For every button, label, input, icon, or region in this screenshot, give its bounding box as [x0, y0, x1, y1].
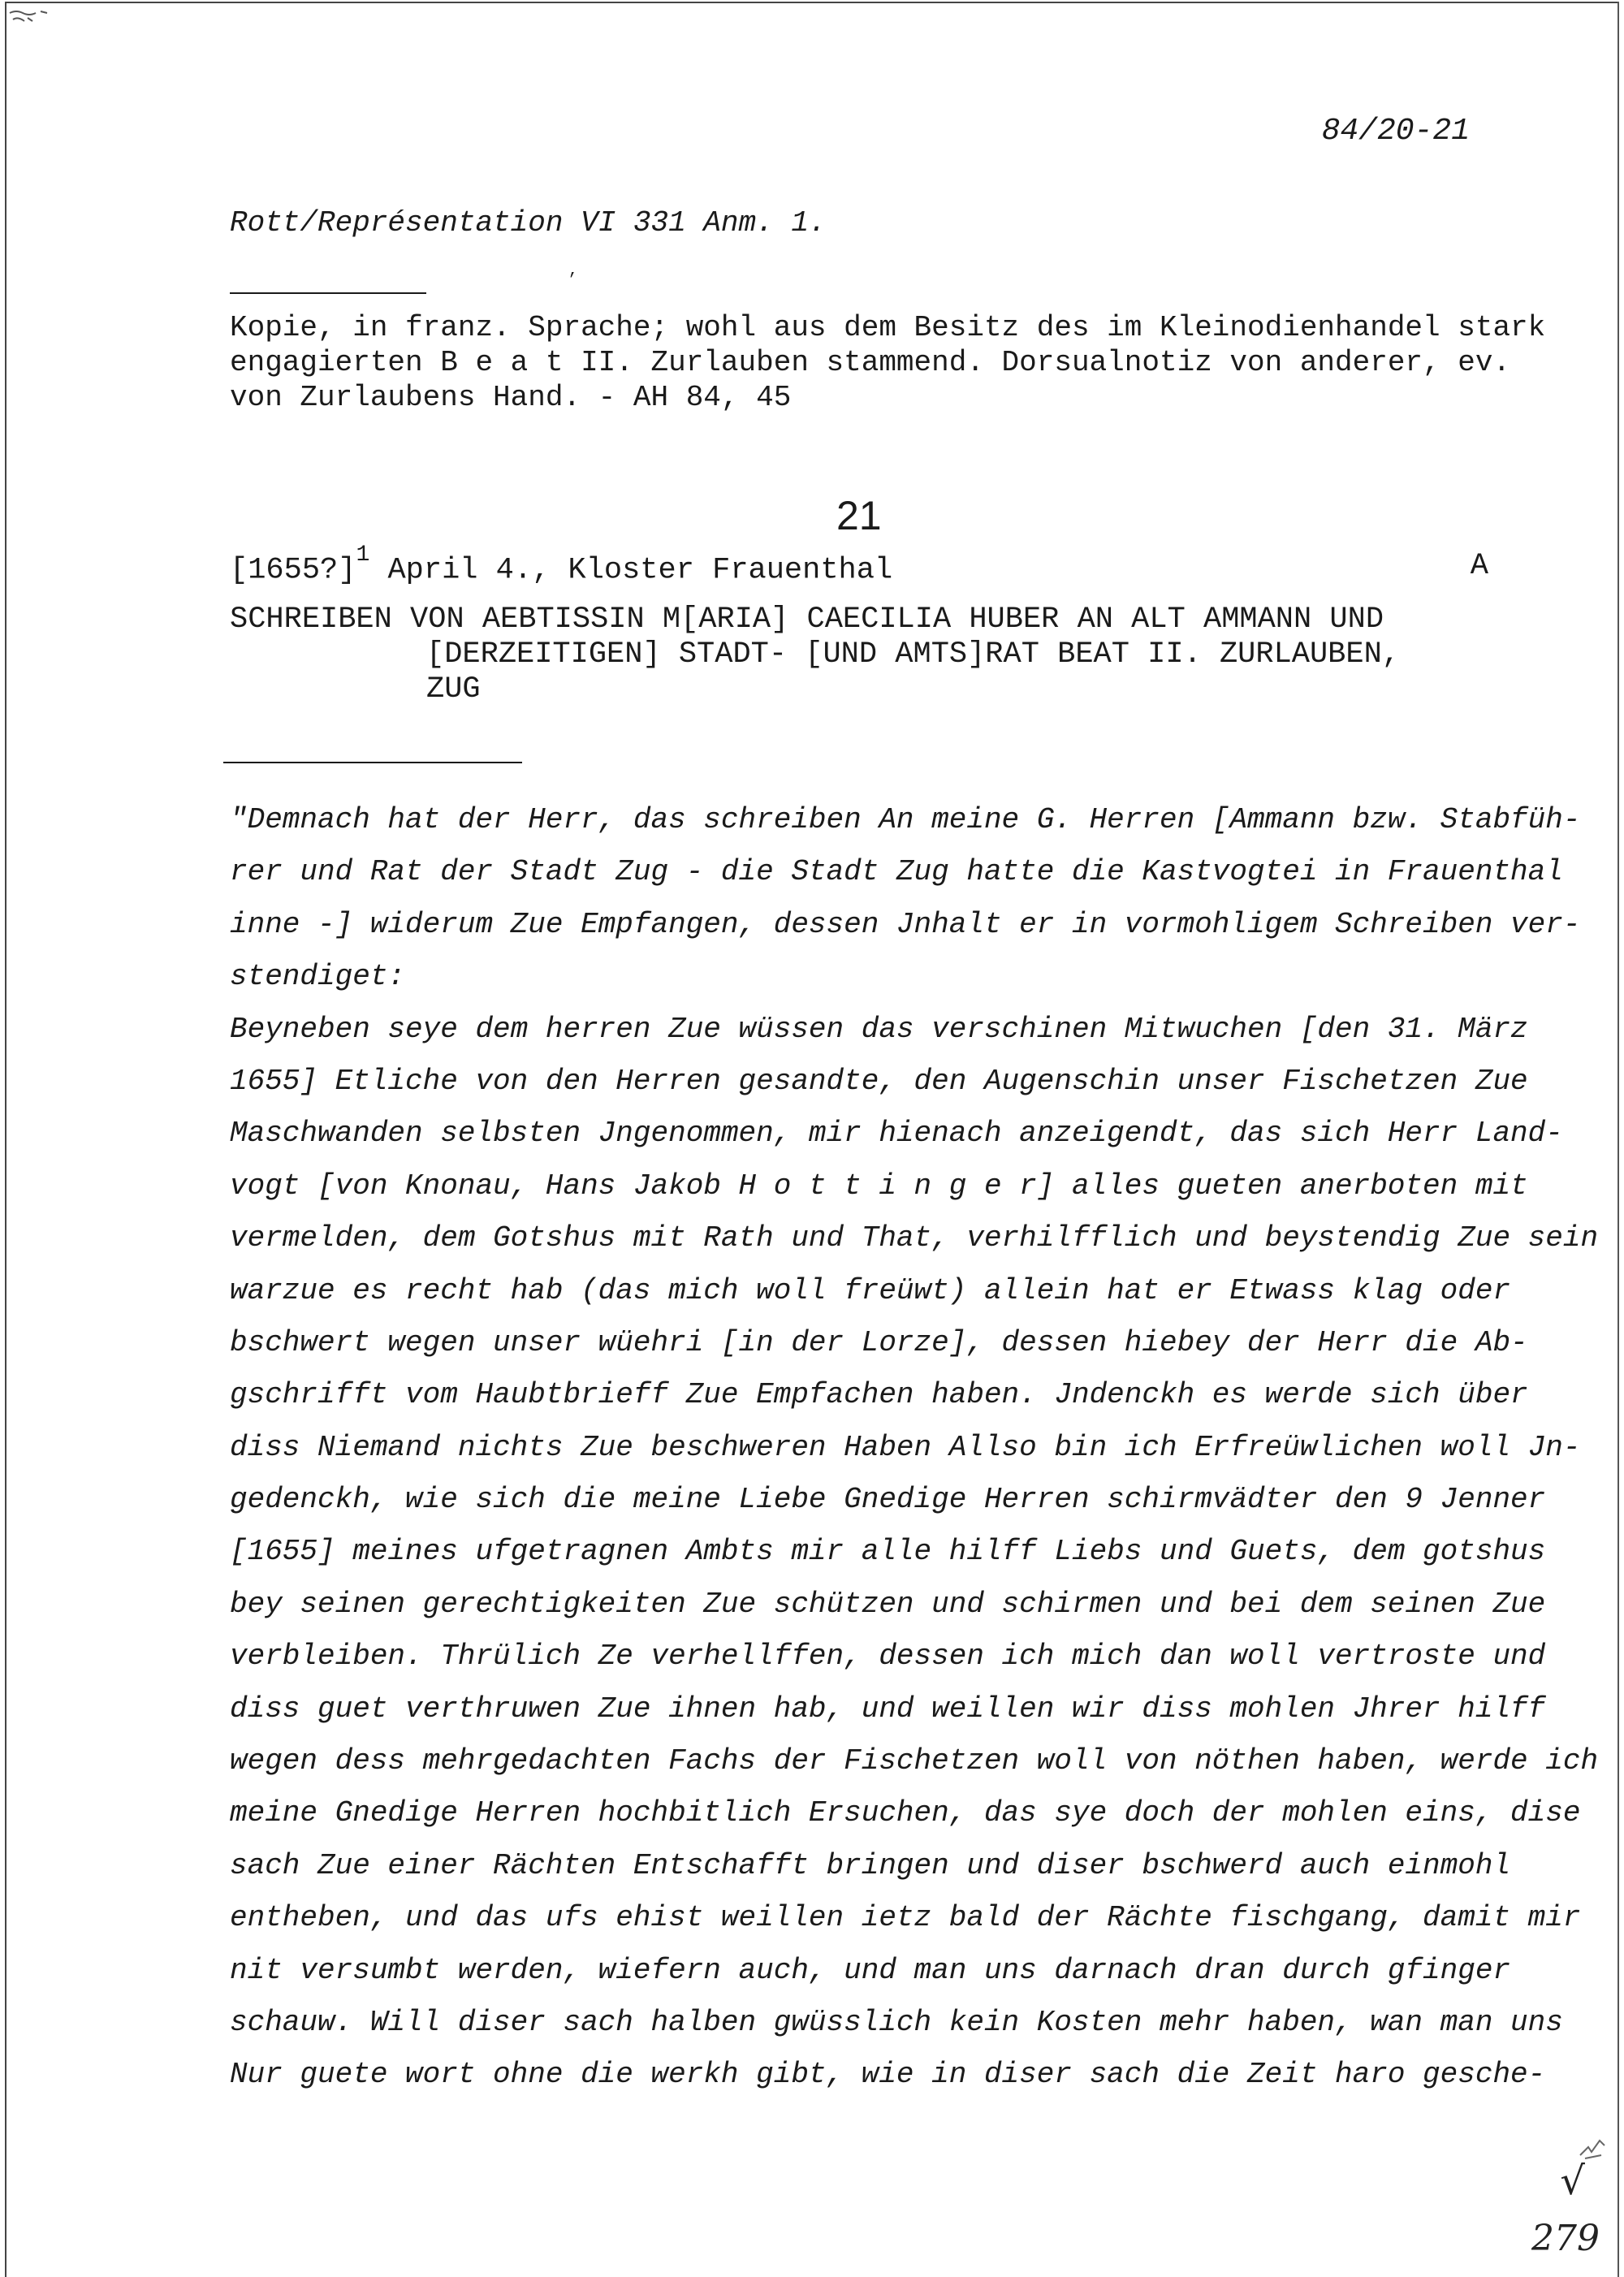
body-line: bey seinen gerechtigkeiten Zue schützen und schirmen und bei dem seinen Zue: [230, 1587, 1546, 1621]
body-line: "Demnach hat der Herr, das schreiben An meine G. Herren [Ammann bzw. Stabfüh-: [230, 803, 1581, 836]
body-line: warzue es recht hab (das mich woll freüwt) allein hat er Etwass klag oder: [230, 1273, 1511, 1307]
body-line: Maschwanden selbsten Jngenommen, mir hienach anzeigendt, das sich Herr Land-: [230, 1117, 1563, 1151]
version-letter: A: [1470, 549, 1488, 583]
body-line: 1655] Etliche von den Herren gesandte, den Augenschin unser Fischetzen Zue: [230, 1064, 1528, 1098]
body-line: gschrifft vom Haubtbrieff Zue Empfachen haben. Jndenckh es werde sich über: [230, 1378, 1528, 1412]
body-line: vermelden, dem Gotshus mit Rath und That, verhilfflich und beystendig Zue sein: [230, 1221, 1599, 1255]
page-border-left: [5, 2, 6, 2277]
page-border-right: [1618, 2, 1619, 2277]
body-line: rer und Rat der Stadt Zug - die Stadt Zug hatte die Kastvogtei in Frauenthal: [230, 855, 1563, 889]
date-prefix: [1655?]: [230, 553, 356, 588]
archive-reference: 84/20-21: [1321, 114, 1470, 149]
body-line: verbleiben. Thrülich Ze verhellffen, dessen ich mich dan woll vertroste und: [230, 1640, 1546, 1674]
body-line: bschwert wegen unser wüehri [in der Lorze], dessen hiebey der Herr die Ab-: [230, 1325, 1528, 1359]
body-line: [1655] meines ufgetragnen Ambts mir alle hilff Liebs und Guets, dem gotshus: [230, 1535, 1546, 1569]
divider-rule: [223, 762, 522, 763]
heading-line: SCHREIBEN VON AEBTISSIN M[ARIA] CAECILIA HUBER AN ALT AMMANN UND: [230, 603, 1384, 637]
body-line: vogt [von Knonau, Hans Jakob H o t t i n g e r] alles gueten anerboten mit: [230, 1169, 1528, 1203]
body-line: diss Niemand nichts Zue beschweren Haben Allso bin ich Erfreüwlichen woll Jn-: [230, 1430, 1581, 1464]
body-line: meine Gnedige Herren hochbitlich Ersuchen, das sye doch der mohlen eins, dise: [230, 1796, 1581, 1830]
body-line: gedenckh, wie sich die meine Liebe Gnedige Herren schirmvädter den 9 Jenner: [230, 1483, 1546, 1517]
document-number: 21: [836, 493, 882, 538]
handwritten-page-number: 279: [1531, 2218, 1600, 2259]
body-line: Beyneben seye dem herren Zue wüssen das verschinen Mitwuchen [den 31. März: [230, 1012, 1528, 1046]
divider-rule: [230, 292, 426, 294]
notes-line: Kopie, in franz. Sprache; wohl aus dem Besitz des im Kleinodienhandel stark: [230, 311, 1546, 344]
notes-line: von Zurlaubens Hand. - AH 84, 45: [230, 381, 792, 414]
date-line: [230, 542, 1488, 588]
transcription-body: [230, 794, 1599, 2102]
body-line: nit versumbt werden, wiefern auch, und man uns darnach dran durch gfinger: [230, 1953, 1511, 1987]
body-line: sach Zue einer Rächten Entschafft bringen und diser bschwerd auch einmohl: [230, 1848, 1511, 1882]
date-place: April 4., Kloster Frauenthal: [369, 553, 893, 588]
heading-line: ZUG: [426, 672, 481, 706]
source-citation: Rott/Représentation VI 331 Anm. 1.: [230, 206, 827, 240]
stray-mark: ,: [568, 261, 579, 280]
corner-scribble-icon: [8, 8, 57, 32]
body-line: diss guet verthruwen Zue ihnen hab, und weillen wir diss mohlen Jhrer hilff: [230, 1692, 1546, 1726]
check-mark: √: [1560, 2158, 1585, 2204]
page-border-top: [6, 2, 1619, 3]
body-line: Nur guete wort ohne die werkh gibt, wie in diser sach die Zeit haro gesche-: [230, 2058, 1546, 2092]
editorial-notes: [230, 310, 1546, 415]
footnote-marker: 1: [356, 542, 370, 568]
body-line: inne -] widerum Zue Empfangen, dessen Jnhalt er in vormohligem Schreiben ver-: [230, 907, 1581, 941]
heading-line: [DERZEITIGEN] STADT- [UND AMTS]RAT BEAT II. ZURLAUBEN,: [426, 637, 1400, 672]
body-line: entheben, und das ufs ehist weillen ietz bald der Rächte fischgang, damit mir: [230, 1901, 1581, 1935]
body-line: wegen dess mehrgedachten Fachs der Fischetzen woll von nöthen haben, werde ich: [230, 1744, 1599, 1778]
body-line: stendiget:: [230, 960, 406, 994]
body-line: schauw. Will diser sach halben gwüsslich kein Kosten mehr haben, wan man uns: [230, 2005, 1563, 2039]
document-heading: [230, 603, 1497, 707]
notes-line: engagierten B e a t II. Zurlauben stammend. Dorsualnotiz von anderer, ev.: [230, 346, 1511, 379]
